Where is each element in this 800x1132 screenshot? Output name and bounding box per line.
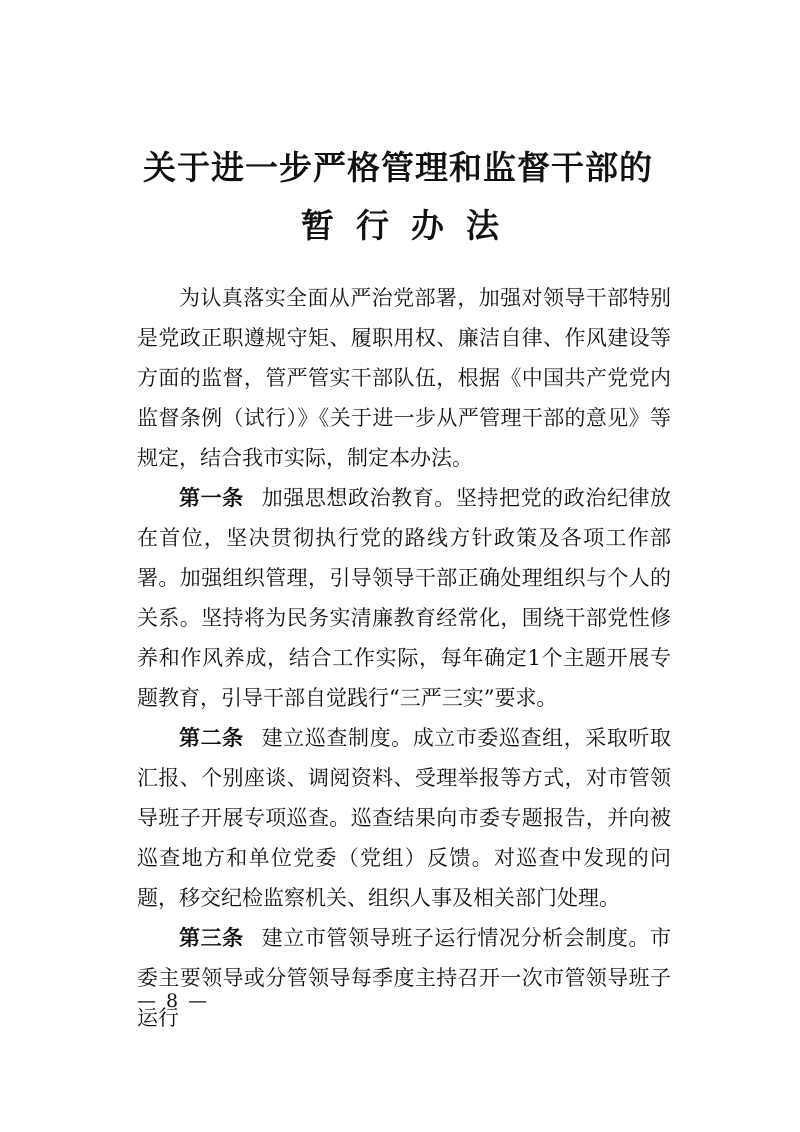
article-3-heading: 第三条 (179, 925, 244, 950)
article-1-heading: 第一条 (179, 485, 244, 510)
article-2-heading: 第二条 (179, 725, 244, 750)
article-3 (137, 918, 671, 1038)
article-2-text: 建立巡查制度。成立市委巡查组，采取听取汇报、个别座谈、调阅资料、受理举报等方式，对市管领导班子开展专项巡查。巡查结果向市委专题报告，并向被巡查地方和单位党委（党组）反馈。对巡查中发现的问题，移交纪检监察机关、组织人事及相关部门处理。 (137, 726, 672, 910)
document-body (137, 278, 671, 1038)
document-title (0, 146, 800, 248)
page-number: — 8 — (137, 990, 210, 1012)
title-line-2: 暂行办法 (301, 206, 521, 245)
preamble-paragraph: 为认真落实全面从严治党部署，加强对领导干部特别是党政正职遵规守矩、履职用权、廉洁自律、作风建设等方面的监督，管严管实干部队伍，根据《中国共产党党内监督条例（试行）》《关于进一步从严管理干部的意见》等规定，结合我市实际，制定本办法。 (137, 286, 671, 470)
article-3-text: 建立市管领导班子运行情况分析会制度。市委主要领导或分管领导每季度主持召开一次市管领导班子运行 (137, 926, 672, 1030)
title-line-1: 关于进一步严格管理和监督干部的 (143, 148, 653, 187)
article-2 (137, 718, 671, 918)
article-1-text: 加强思想政治教育。坚持把党的政治纪律放在首位，坚决贯彻执行党的路线方针政策及各项工作部署。加强组织管理，引导领导干部正确处理组织与个人的关系。坚持将为民务实清廉教育经常化，围绕干部党性修养和作风养成，结合工作实际，每年确定1个主题开展专题教育，引导干部自觉践行“三严三实”要求。 (137, 486, 672, 710)
article-1 (137, 478, 671, 718)
